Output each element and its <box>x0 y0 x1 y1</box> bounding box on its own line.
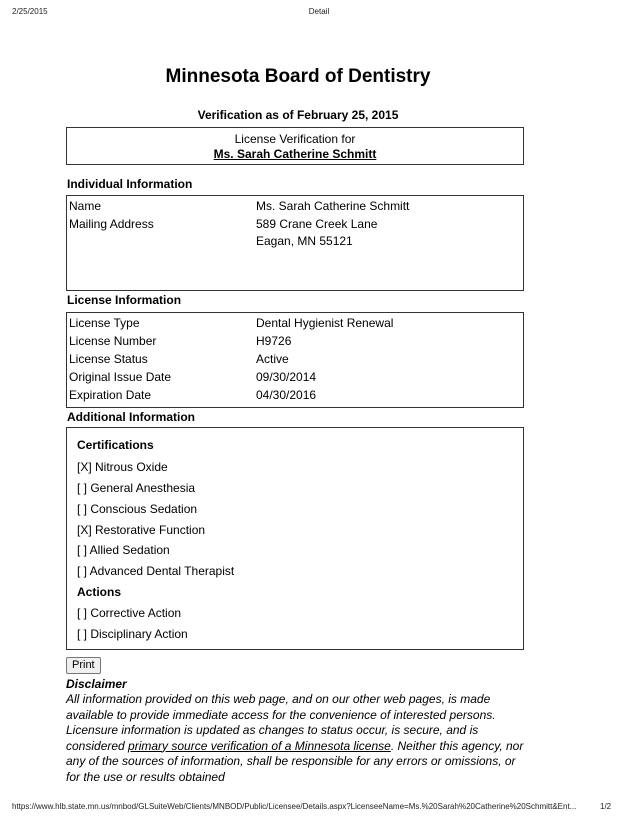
field-label: License Status <box>69 352 148 366</box>
field-value: H9726 <box>256 334 292 348</box>
page-title: Minnesota Board of Dentistry <box>165 66 431 87</box>
field-label: License Number <box>69 334 157 348</box>
primary-source-verification-link[interactable]: primary source verification of a Minnesota license <box>128 738 391 753</box>
certification-item: [ ] Conscious Sedation <box>77 502 198 516</box>
disclaimer-text <box>66 692 528 785</box>
certification-item: [X] Nitrous Oxide <box>77 460 168 474</box>
license-information-box <box>66 312 524 408</box>
field-label: Expiration Date <box>69 388 152 402</box>
licensee-name: Ms. Sarah Catherine Schmitt <box>213 147 377 161</box>
field-label: License Type <box>69 316 140 330</box>
field-value: Dental Hygienist Renewal <box>256 316 394 330</box>
print-header-title: Detail <box>308 7 330 16</box>
additional-information-box <box>66 427 524 650</box>
license-information-heading: License Information <box>67 293 182 307</box>
individual-information-box <box>66 195 524 291</box>
page-url: https://www.hlb.state.mn.us/mnbod/GLSuiteWeb/Clients/MNBOD/Public/Licensee/Details.aspx?LicenseeName=Ms.%20Sarah%20Catherine%20Schmitt&Ent... <box>12 802 577 811</box>
field-value: Ms. Sarah Catherine Schmitt <box>256 199 410 213</box>
certification-item: [ ] Advanced Dental Therapist <box>77 564 235 578</box>
disclaimer-text-part: All information provided on this web page, and on our other web pages, is made available to provide immediate access for the convenience of interested persons. Licensure information is updated as changes to status occur, is secure, and is considered <box>66 692 496 753</box>
field-value: 09/30/2014 <box>256 370 317 384</box>
field-label: Mailing Address <box>69 217 154 231</box>
action-item: [ ] Corrective Action <box>77 606 182 620</box>
field-value: 589 Crane Creek Lane <box>256 217 378 231</box>
verification-date: Verification as of February 25, 2015 <box>197 108 399 122</box>
field-value: 04/30/2016 <box>256 388 317 402</box>
certifications-heading: Certifications <box>77 438 154 452</box>
field-label: Original Issue Date <box>69 370 172 384</box>
page-number: 1/2 <box>600 802 612 811</box>
license-verification-box <box>66 127 524 165</box>
license-verification-label: License Verification for <box>234 132 356 146</box>
certification-item: [X] Restorative Function <box>77 523 206 537</box>
additional-information-heading: Additional Information <box>67 410 195 424</box>
field-value: Eagan, MN 55121 <box>256 234 353 248</box>
print-button[interactable]: Print <box>66 657 101 674</box>
actions-heading: Actions <box>77 585 122 599</box>
certification-item: [ ] Allied Sedation <box>77 543 170 557</box>
print-header-date: 2/25/2015 <box>12 7 48 16</box>
certification-item: [ ] General Anesthesia <box>77 481 196 495</box>
disclaimer-heading: Disclaimer <box>66 677 127 691</box>
field-label: Name <box>69 199 102 213</box>
action-item: [ ] Disciplinary Action <box>77 627 188 641</box>
field-value: Active <box>256 352 289 366</box>
disclaimer-text-part: . Neither this agency, nor any of the sources of information, shall be responsible for any errors or omissions, or for the use or results obtained <box>66 738 524 784</box>
individual-information-heading: Individual Information <box>67 177 193 191</box>
